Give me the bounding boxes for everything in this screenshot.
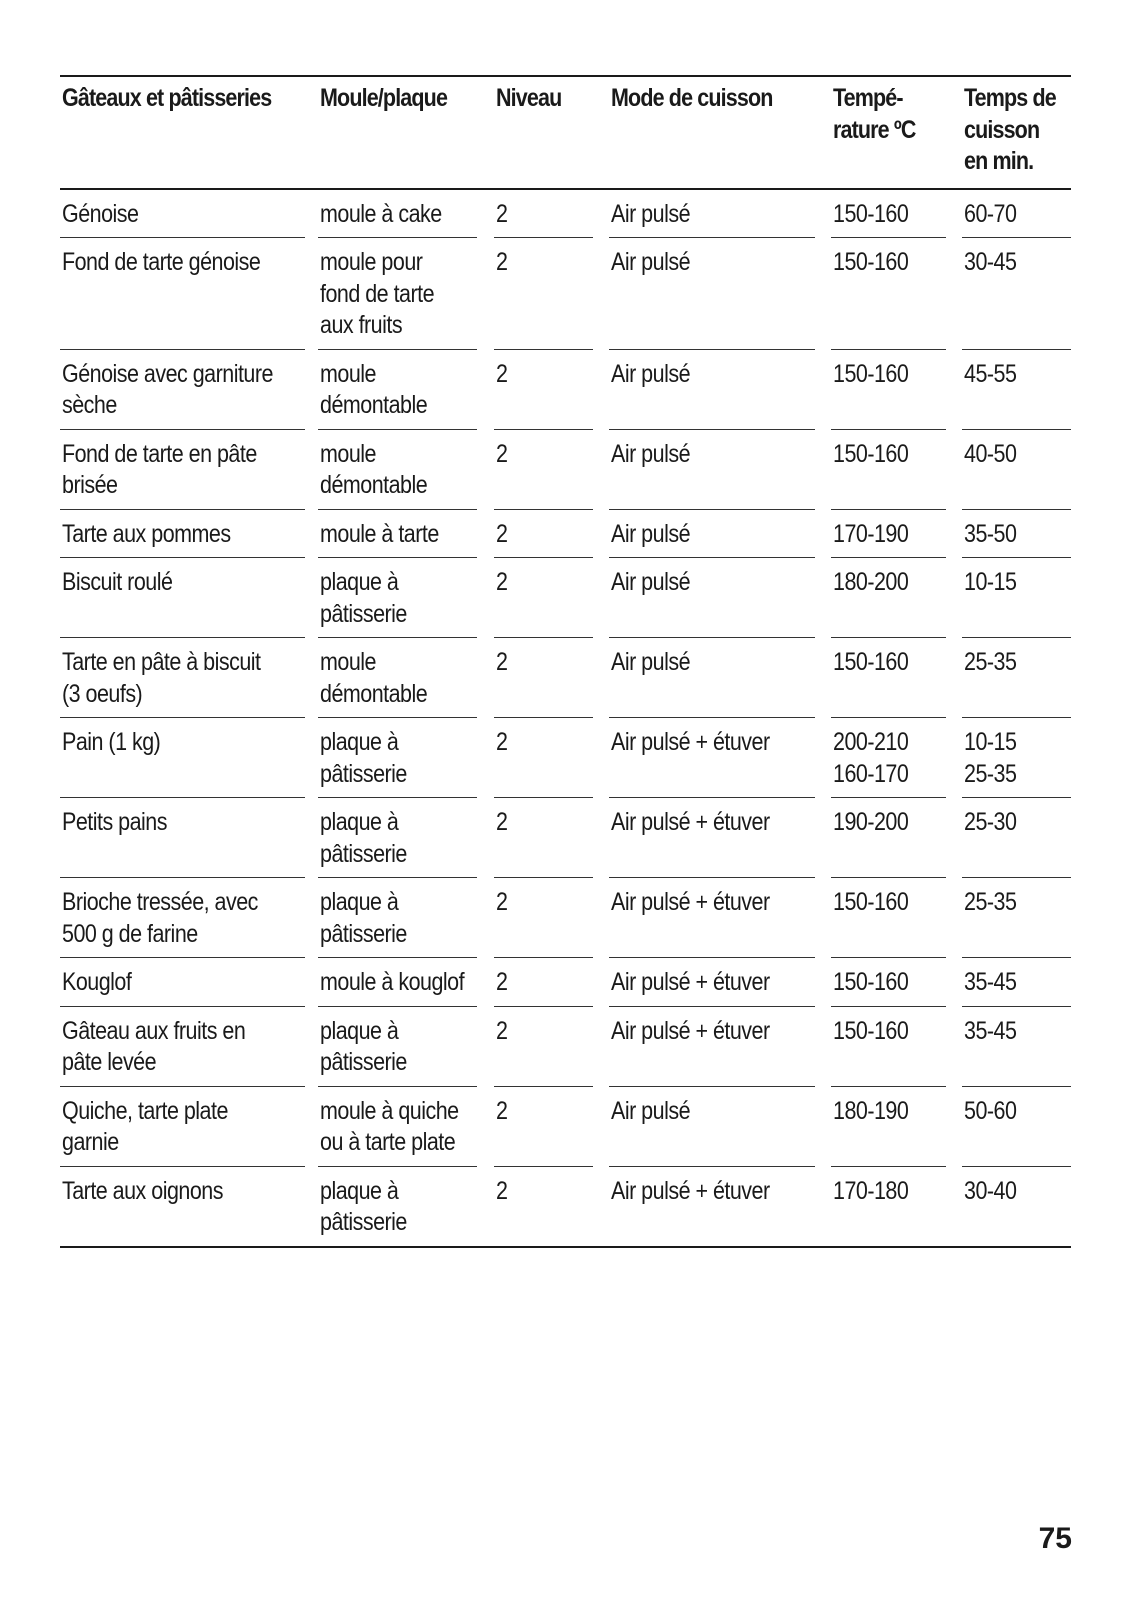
table-cell: 2 [494,510,593,559]
table-cell: Fond de tarte génoise [60,238,305,350]
table-cell: 180-190 [831,1087,946,1167]
table-cell: 150-160 [831,1007,946,1087]
table-cell: Kouglof [60,958,305,1007]
table-row [60,190,1071,239]
table-cell: 2 [494,238,593,350]
table-body [60,190,1071,1246]
table-cell: moule démontable [318,350,477,430]
table-cell: 2 [494,718,593,798]
table-cell: plaque à pâtisserie [320,1176,407,1236]
table-cell: 25-30 [962,798,1071,878]
table-cell: Air pulsé + étuver [609,958,815,1007]
table-cell: 30-45 [962,238,1071,350]
table-cell: 35-45 [962,958,1071,1007]
table-row [60,638,1071,718]
table-cell: 35-50 [962,510,1071,559]
table-cell: 150-160 [831,350,946,430]
table-row [60,718,1071,798]
table-cell: moule démontable [318,638,477,718]
table-row [60,430,1071,510]
table-cell: 180-200 [831,558,946,638]
table-row [60,878,1071,958]
header-cell: Mode de cuisson [611,84,773,112]
table-cell: 10-15 25-35 [962,718,1071,798]
table-cell: Génoise [60,190,305,239]
table-cell: 60-70 [962,190,1071,239]
table-row [60,238,1071,350]
table-cell: moule à tarte [318,510,477,559]
table-row [60,958,1071,1007]
table-cell: 50-60 [962,1087,1071,1167]
table-cell: Air pulsé + étuver [609,878,815,958]
table-row [60,798,1071,878]
table-cell: 2 [494,638,593,718]
header-cell: Tempé- rature ºC [833,84,916,144]
table-cell: Air pulsé [609,558,815,638]
table-cell: 2 [494,878,593,958]
table-cell: 2 [494,190,593,239]
table-cell: Tarte aux pommes [60,510,305,559]
table-cell: 150-160 [831,430,946,510]
table-cell: 25-35 [962,638,1071,718]
table-cell: 2 [494,958,593,1007]
table-cell: moule à cake [318,190,477,239]
table-cell: Brioche tressée, avec 500 g de farine [60,878,305,958]
table-cell: 170-180 [833,1176,909,1205]
header-cell: Moule/plaque [320,84,448,112]
table-cell: plaque à pâtisserie [318,718,477,798]
table-cell: Air pulsé [609,430,815,510]
table-cell: 45-55 [962,350,1071,430]
table-cell: plaque à pâtisserie [318,878,477,958]
table-cell: Pain (1 kg) [60,718,305,798]
table-row [60,1007,1071,1087]
table-cell: moule démontable [318,430,477,510]
table-row [60,350,1071,430]
table-cell: Air pulsé + étuver [609,798,815,878]
table-cell: 150-160 [831,638,946,718]
table-cell: Air pulsé [609,510,815,559]
table-cell: Tarte aux oignons [62,1176,223,1205]
table-cell: 2 [496,1176,508,1205]
table-row [60,1167,1071,1246]
table-cell: Quiche, tarte plate garnie [60,1087,305,1167]
table-cell: moule à kouglof [318,958,477,1007]
table-cell: 25-35 [962,878,1071,958]
table-cell: 150-160 [831,878,946,958]
page-number: 75 [1038,1522,1072,1555]
table-cell: 150-160 [831,238,946,350]
table-cell: moule à quiche ou à tarte plate [318,1087,477,1167]
table-cell: 2 [494,1087,593,1167]
table-cell: 150-160 [831,190,946,239]
table-cell: 2 [494,430,593,510]
table-header-row [60,77,1071,190]
table-cell: moule pour fond de tarte aux fruits [318,238,477,350]
table-cell: Air pulsé + étuver [609,718,815,798]
table-row [60,1087,1071,1167]
table-cell: plaque à pâtisserie [318,558,477,638]
table-cell: Air pulsé [609,638,815,718]
table-row [60,510,1071,559]
table-cell: Petits pains [60,798,305,878]
table-cell: 200-210 160-170 [831,718,946,798]
table-cell: 10-15 [962,558,1071,638]
baking-table [60,75,1071,1248]
table-row [60,558,1071,638]
table-cell: 150-160 [831,958,946,1007]
table-cell: 2 [494,558,593,638]
table-cell: Air pulsé [609,1087,815,1167]
table-cell: Air pulsé [609,350,815,430]
table-cell: 190-200 [831,798,946,878]
table-cell: Fond de tarte en pâte brisée [60,430,305,510]
table-cell: plaque à pâtisserie [318,798,477,878]
header-cell: Temps de cuisson en min. [964,84,1056,175]
table-cell: 2 [494,798,593,878]
table-cell: Biscuit roulé [60,558,305,638]
table-cell: Air pulsé [609,238,815,350]
table-cell: Air pulsé [609,190,815,239]
header-cell: Gâteaux et pâtisseries [62,84,272,112]
table-cell: 35-45 [962,1007,1071,1087]
table-cell: 30-40 [964,1176,1017,1205]
header-cell: Niveau [496,84,562,112]
table-cell: Génoise avec garniture sèche [60,350,305,430]
table-cell: Air pulsé + étuver [611,1176,770,1205]
table-cell: Gâteau aux fruits en pâte levée [60,1007,305,1087]
table-cell: 40-50 [962,430,1071,510]
table-cell: 170-190 [831,510,946,559]
table-cell: plaque à pâtisserie [318,1007,477,1087]
table-cell: Tarte en pâte à biscuit (3 oeufs) [60,638,305,718]
table-cell: 2 [494,350,593,430]
table-cell: 2 [494,1007,593,1087]
table-cell: Air pulsé + étuver [609,1007,815,1087]
